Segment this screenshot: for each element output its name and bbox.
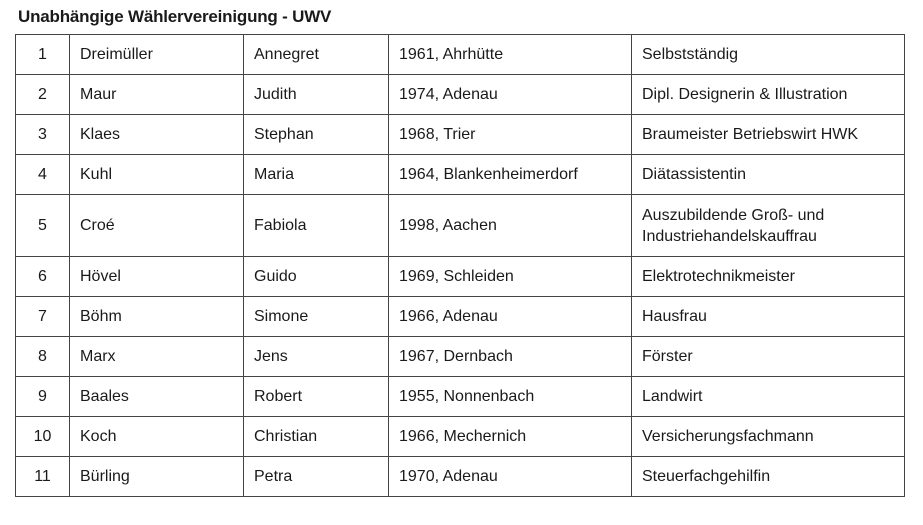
cell-last-name: Hövel <box>70 257 244 297</box>
cell-last-name: Kuhl <box>70 155 244 195</box>
cell-first-name: Simone <box>244 297 389 337</box>
cell-last-name: Maur <box>70 75 244 115</box>
cell-first-name: Petra <box>244 457 389 497</box>
cell-occupation: Dipl. Designerin & Illustration <box>632 75 905 115</box>
cell-birth: 1961, Ahrhütte <box>389 35 632 75</box>
table-row <box>16 155 905 195</box>
cell-number: 3 <box>16 115 70 155</box>
cell-birth: 1969, Schleiden <box>389 257 632 297</box>
table-row <box>16 417 905 457</box>
table-row <box>16 35 905 75</box>
cell-number: 1 <box>16 35 70 75</box>
cell-last-name: Klaes <box>70 115 244 155</box>
cell-number: 2 <box>16 75 70 115</box>
cell-occupation: Versicherungsfachmann <box>632 417 905 457</box>
table-row <box>16 337 905 377</box>
candidate-table <box>15 34 905 497</box>
cell-last-name: Marx <box>70 337 244 377</box>
cell-birth: 1968, Trier <box>389 115 632 155</box>
cell-first-name: Annegret <box>244 35 389 75</box>
cell-last-name: Dreimüller <box>70 35 244 75</box>
cell-last-name: Koch <box>70 417 244 457</box>
cell-number: 11 <box>16 457 70 497</box>
cell-last-name: Croé <box>70 195 244 257</box>
cell-birth: 1964, Blankenheimerdorf <box>389 155 632 195</box>
cell-number: 9 <box>16 377 70 417</box>
cell-number: 7 <box>16 297 70 337</box>
cell-occupation: Steuerfachgehilfin <box>632 457 905 497</box>
cell-occupation: Landwirt <box>632 377 905 417</box>
cell-occupation: Elektrotechnikmeister <box>632 257 905 297</box>
cell-occupation: Diätassistentin <box>632 155 905 195</box>
cell-birth: 1967, Dernbach <box>389 337 632 377</box>
cell-number: 10 <box>16 417 70 457</box>
cell-last-name: Bürling <box>70 457 244 497</box>
cell-first-name: Maria <box>244 155 389 195</box>
cell-birth: 1974, Adenau <box>389 75 632 115</box>
cell-occupation: Förster <box>632 337 905 377</box>
cell-first-name: Guido <box>244 257 389 297</box>
table-row <box>16 297 905 337</box>
cell-first-name: Judith <box>244 75 389 115</box>
cell-number: 4 <box>16 155 70 195</box>
cell-occupation: Selbstständig <box>632 35 905 75</box>
table-row <box>16 257 905 297</box>
cell-first-name: Robert <box>244 377 389 417</box>
table-row <box>16 115 905 155</box>
cell-first-name: Fabiola <box>244 195 389 257</box>
cell-last-name: Böhm <box>70 297 244 337</box>
table-row <box>16 75 905 115</box>
cell-first-name: Stephan <box>244 115 389 155</box>
cell-birth: 1970, Adenau <box>389 457 632 497</box>
cell-first-name: Jens <box>244 337 389 377</box>
cell-birth: 1966, Adenau <box>389 297 632 337</box>
cell-first-name: Christian <box>244 417 389 457</box>
cell-birth: 1955, Nonnenbach <box>389 377 632 417</box>
cell-last-name: Baales <box>70 377 244 417</box>
cell-occupation: Hausfrau <box>632 297 905 337</box>
list-title: Unabhängige Wählervereinigung - UWV <box>18 7 332 26</box>
cell-birth: 1998, Aachen <box>389 195 632 257</box>
table-row <box>16 377 905 417</box>
cell-number: 6 <box>16 257 70 297</box>
cell-occupation: Auszubildende Groß- und Industriehandelskauffrau <box>632 195 905 257</box>
table-row <box>16 195 905 257</box>
table-row <box>16 457 905 497</box>
cell-birth: 1966, Mechernich <box>389 417 632 457</box>
cell-number: 5 <box>16 195 70 257</box>
cell-occupation: Braumeister Betriebswirt HWK <box>632 115 905 155</box>
cell-number: 8 <box>16 337 70 377</box>
